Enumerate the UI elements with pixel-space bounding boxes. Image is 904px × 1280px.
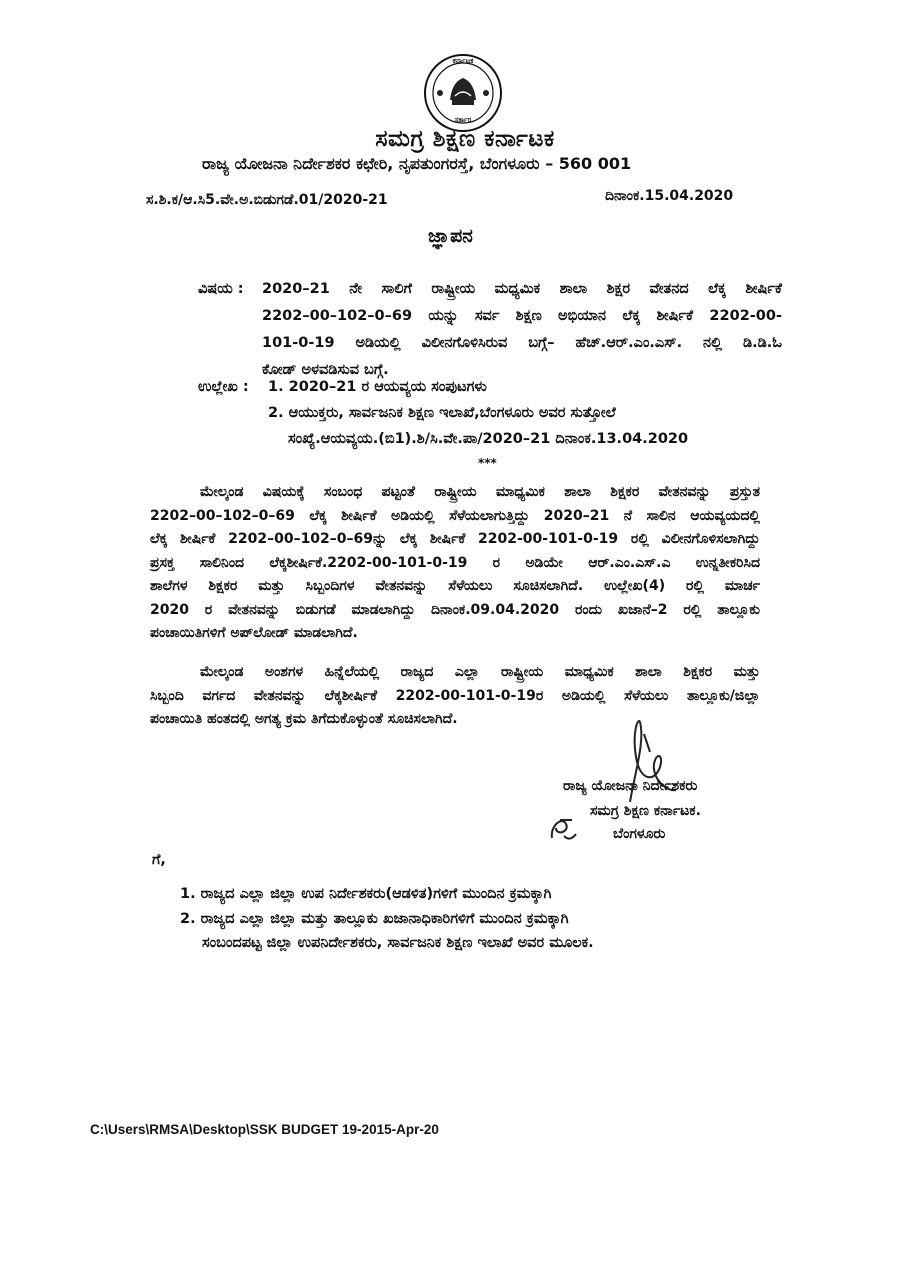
paragraph-line: ಮೇಲ್ಕಂಡ ಅಂಶಗಳ ಹಿನ್ನೆಲೆಯಲ್ಲಿ ರಾಜ್ಯದ ಎಲ್ಲಾ ರಾಷ್ಟ್ರೀಯ ಮಾಧ್ಯಮಿಕ ಶಾಲಾ ಶಿಕ್ಷಕರ ಮತ್ತು bbox=[200, 664, 760, 680]
paragraph-line: ಪಂಚಾಯಿತಿಗಳಿಗೆ ಅಪ್‌ಲೋಡ್ ಮಾಡಲಾಗಿದೆ. bbox=[150, 625, 358, 641]
paragraph-line: ಶಾಲೆಗಳ ಶಿಕ್ಷಕರ ಮತ್ತು ಸಿಬ್ಬಂದಿಗಳ ವೇತನವನ್ನು ಸೆಳೆಯಲು ಸೂಚಿಸಲಾಗಿದೆ. ಉಲ್ಲೇಖ(4) ರಲ್ಲಿ ಮಾರ್ಚ bbox=[150, 578, 760, 594]
separator: *** bbox=[478, 456, 497, 470]
paragraph-line: 2202–00–102–0–69 ಲೆಕ್ಕ ಶೀರ್ಷಿಕೆ ಅಡಿಯಲ್ಲಿ ಸೆಳೆಯಲಾಗುತ್ತಿದ್ದು 2020–21 ನೆ ಸಾಲಿನ ಆಯವ್ಯಯದಲ್ಲಿ bbox=[150, 507, 760, 524]
emblem-top-text: ಕರ್ನಾಟಕ bbox=[452, 57, 474, 65]
references-label: ಉಲ್ಲೇಖ : bbox=[198, 379, 249, 395]
reference-item: 2. ಆಯುಕ್ತರು, ಸಾರ್ವಜನಿಕ ಶಿಕ್ಷಣ ಇಲಾಖೆ,ಬೆಂಗಳೂರು ಅವರ ಸುತ್ತೋಲೆ bbox=[268, 405, 616, 421]
notice-title: ಜ್ಞಾಪನ bbox=[428, 225, 473, 247]
subject-line: ಕೋಡ್ ಅಳವಡಿಸುವ ಬಗ್ಗೆ. bbox=[262, 362, 389, 378]
paragraph-line: ಮೇಲ್ಕಂಡ ವಿಷಯಕ್ಕೆ ಸಂಬಂಧ ಪಟ್ಟಂತೆ ರಾಷ್ಟ್ರೀಯ ಮಾಧ್ಯಮಿಕ ಶಾಲಾ ಶಿಕ್ಷಕರ ವೇತನವನ್ನು ಪ್ರಸ್ತುತ bbox=[200, 484, 760, 500]
distribution-item-continued: ಸಂಬಂದಪಟ್ಟ ಜಿಲ್ಲಾ ಉಪನಿರ್ದೇಶಕರು, ಸಾರ್ವಜನಿಕ ಶಿಕ್ಷಣ ಇಲಾಖೆ ಅವರ ಮೂಲಕ. bbox=[202, 935, 594, 951]
signatory-designation: ರಾಜ್ಯ ಯೋಜನಾ ನಿರ್ದೇಶಕರು bbox=[563, 778, 698, 794]
subject-label: ವಿಷಯ : bbox=[198, 281, 244, 297]
signatory-city: ಬೆಂಗಳೂರು bbox=[613, 826, 666, 842]
subject-line: 101-0-19 ಅಡಿಯಲ್ಲಿ ವಿಲೀನಗೊಳಿಸಿರುವ ಬಗ್ಗೆ– ಹೆಚ್.ಆರ್.ಎಂ.ಎಸ್. ನಲ್ಲಿ ಡಿ.ಡಿ.ಓ bbox=[262, 335, 782, 351]
paragraph-line: 2020 ರ ವೇತನವನ್ನು ಬಿಡುಗಡೆ ಮಾಡಲಾಗಿದ್ದು ದಿನಾಂಕ.09.04.2020 ರಂದು ಖಜಾನೆ–2 ರಲ್ಲಿ ತಾಲ್ಲೂಕು bbox=[150, 601, 760, 618]
body-paragraph-1 bbox=[150, 481, 760, 646]
memo-date: ದಿನಾಂಕ.15.04.2020 bbox=[605, 188, 734, 204]
distribution-item: 1. ರಾಜ್ಯದ ಎಲ್ಲಾ ಜಿಲ್ಲಾ ಉಪ ನಿರ್ದೇಶಕರು(ಆಡಳಿತ)ಗಳಿಗೆ ಮುಂದಿನ ಕ್ರಮಕ್ಕಾಗಿ bbox=[180, 886, 552, 902]
to-label: ಗೆ, bbox=[152, 852, 166, 868]
paragraph-line: ಪ್ರಸಕ್ತ ಸಾಲಿನಿಂದ ಲೆಕ್ಕಶೀರ್ಷಿಕೆ.2202-00-101-0-19 ರ ಅಡಿಯೇ ಆರ್.ಎಂ.ಎಸ್.ಎ ಉನ್ನತೀಕರಿಸಿದ bbox=[150, 554, 760, 571]
subject-line: 2202–00–102–0–69 ಯನ್ನು ಸರ್ವ ಶಿಕ್ಷಣ ಅಭಿಯಾನ ಲೆಕ್ಕ ಶೀರ್ಷಿಕೆ 2202-00- bbox=[262, 308, 782, 324]
initials-mark bbox=[542, 808, 582, 848]
subject-line: 2020–21 ನೇ ಸಾಲಿಗೆ ರಾಷ್ಟ್ರೀಯ ಮಧ್ಯಮಿಕ ಶಾಲಾ ಶಿಕ್ಷರ ವೇತನದ ಲೆಕ್ಕ ಶೀರ್ಷಿಕೆ bbox=[262, 281, 782, 297]
subject-text bbox=[262, 276, 782, 384]
reference-item-continued: ಸಂಖ್ಯೆ.ಆಯವ್ಯಯ.(ಬಿ1).ಶಿ/ಸಿ.ವೇ.ಪಾ/2020–21 ದಿನಾಂಕ.13.04.2020 bbox=[288, 431, 689, 447]
reference-item: 1. 2020–21 ರ ಆಯವ್ಯಯ ಸಂಪುಟಗಳು bbox=[268, 379, 487, 395]
reference-number: ಸ.ಶಿ.ಕ/ಆ.ಸಿ5.ವೇ.ಅ.ಬಿಡುಗಡೆ.01/2020-21 bbox=[146, 192, 388, 208]
paragraph-line: ಪಂಚಾಯಿತಿ ಹಂತದಲ್ಲಿ ಅಗತ್ಯ ಕ್ರಮ ತಿಗೆದುಕೊಳ್ಳುಂತೆ ಸೂಚಿಸಲಾಗಿದೆ. bbox=[150, 711, 458, 727]
office-address: ರಾಜ್ಯ ಯೋಜನಾ ನಿರ್ದೇಶಕರ ಕಛೇರಿ, ನೃಪತುಂಗರಸ್ತೆ, ಬೆಂಗಳೂರು – 560 001 bbox=[202, 154, 632, 173]
paragraph-line: ಸಿಬ್ಬಂದಿ ವರ್ಗದ ವೇತನವನ್ನು ಲೆಕ್ಕಶೀರ್ಷಿಕೆ 2202-00-101-0-19ರ ಅಡಿಯಲ್ಲಿ ಸೆಳೆಯಲು ತಾಲ್ಲೂಕು/ಜಿಲ್ಲಾ bbox=[150, 687, 760, 704]
signatory-organisation: ಸಮಗ್ರ ಶಿಕ್ಷಣ ಕರ್ನಾಟಕ. bbox=[590, 803, 701, 819]
distribution-item: 2. ರಾಜ್ಯದ ಎಲ್ಲಾ ಜಿಲ್ಲಾ ಮತ್ತು ತಾಲ್ಲೂಕು ಖಜಾನಾಧಿಕಾರಿಗಳಿಗೆ ಮುಂದಿನ ಕ್ರಮಕ್ಕಾಗಿ bbox=[180, 911, 569, 927]
org-title: ಸಮಗ್ರ ಶಿಕ್ಷಣ ಕರ್ನಾಟಕ bbox=[375, 126, 555, 152]
emblem-bottom-text: ಸರ್ಕಾರ bbox=[454, 116, 472, 124]
file-path-footer: C:\Users\RMSA\Desktop\SSK BUDGET 19-2015-Apr-20 bbox=[90, 1122, 439, 1137]
state-emblem bbox=[422, 52, 504, 134]
paragraph-line: ಲೆಕ್ಕ ಶೀರ್ಷಿಕೆ 2202–00–102–0–69ನ್ನು ಲೆಕ್ಕ ಶೀರ್ಷಿಕೆ 2202-00-101-0-19 ರಲ್ಲಿ ವಿಲೀನಗೊಳಿಸಲಾಗಿದ್ದು bbox=[150, 531, 760, 547]
handwritten-signature bbox=[610, 712, 690, 812]
